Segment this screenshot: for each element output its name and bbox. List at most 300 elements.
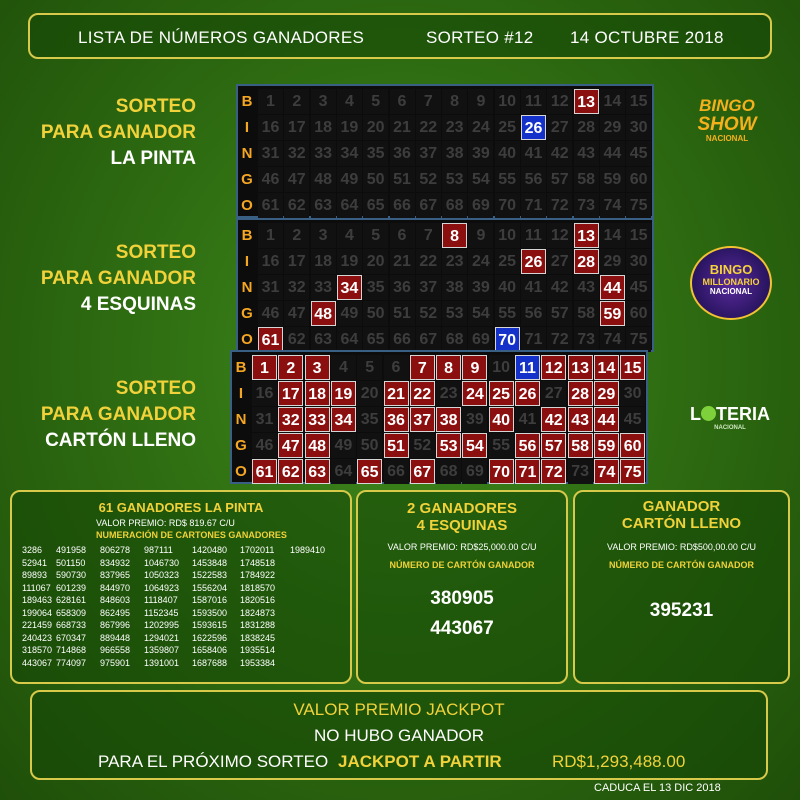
bingo-board-esquinas bbox=[236, 218, 654, 352]
number-cell: 22 bbox=[416, 249, 441, 274]
loteria-logo bbox=[678, 404, 782, 431]
number-cell: 18 bbox=[305, 381, 330, 406]
board-row bbox=[238, 89, 652, 114]
number-cell: 59 bbox=[594, 433, 619, 458]
number-cell: 8 bbox=[442, 89, 467, 114]
board-row bbox=[238, 249, 652, 274]
number-cell: 51 bbox=[390, 167, 415, 192]
winning-card-number: 837965 bbox=[100, 570, 131, 580]
number-cell: 25 bbox=[495, 115, 520, 140]
number-cell: 52 bbox=[416, 167, 441, 192]
number-cell: 3 bbox=[311, 89, 336, 114]
jackpot-next-highlight: JACKPOT A PARTIR bbox=[338, 752, 502, 771]
winning-card-number: 3286 bbox=[22, 545, 43, 555]
number-cell: 29 bbox=[594, 381, 619, 406]
winning-card-number: 1522583 bbox=[192, 570, 228, 580]
pinta-title: 61 GANADORES LA PINTA bbox=[98, 500, 264, 515]
number-cell: 42 bbox=[547, 141, 572, 166]
number-cell: 43 bbox=[574, 275, 599, 300]
lleno-title-1: GANADOR bbox=[642, 498, 721, 515]
number-cell: 16 bbox=[258, 249, 283, 274]
winning-card-number: 975901 bbox=[100, 657, 131, 668]
number-cell: 1 bbox=[252, 355, 277, 380]
number-cell: 37 bbox=[416, 275, 441, 300]
number-cell: 18 bbox=[311, 115, 336, 140]
number-cell: 21 bbox=[390, 249, 415, 274]
number-cell: 69 bbox=[468, 193, 493, 218]
number-cell: 45 bbox=[626, 275, 651, 300]
number-cell: 51 bbox=[390, 301, 415, 326]
number-cell: 27 bbox=[547, 115, 572, 140]
winning-card-number: 1359807 bbox=[144, 645, 180, 655]
winning-card-number: 1838245 bbox=[240, 632, 276, 643]
draw-date: 14 OCTUBRE 2018 bbox=[570, 28, 724, 47]
bingo-letter: O bbox=[241, 197, 253, 214]
number-cell: 70 bbox=[495, 327, 520, 352]
winning-card-number: 714868 bbox=[56, 645, 87, 655]
number-cell: 26 bbox=[521, 115, 546, 140]
number-cell: 49 bbox=[337, 167, 362, 192]
section-line1: SORTEO bbox=[115, 96, 196, 117]
bingo-letter: B bbox=[241, 93, 253, 110]
esquinas-winner-2: 443067 bbox=[430, 618, 494, 639]
winning-card-number: 1152345 bbox=[144, 607, 179, 618]
number-cell: 68 bbox=[442, 193, 467, 218]
number-cell: 67 bbox=[410, 459, 435, 484]
number-cell: 1 bbox=[258, 223, 283, 248]
number-cell: 60 bbox=[626, 167, 651, 192]
number-cell: 6 bbox=[384, 355, 409, 380]
winning-card-number: 1818570 bbox=[240, 582, 276, 593]
number-cell: 59 bbox=[600, 167, 625, 192]
number-cell: 18 bbox=[311, 249, 336, 274]
winning-card-number: 1820516 bbox=[240, 595, 276, 605]
logo-text: BINGO bbox=[699, 96, 755, 115]
number-cell: 2 bbox=[284, 223, 309, 248]
number-cell: 47 bbox=[284, 167, 309, 192]
bingo-letter: B bbox=[241, 227, 253, 244]
section-line1: SORTEO bbox=[115, 242, 196, 263]
number-cell: 9 bbox=[468, 223, 493, 248]
number-cell: 48 bbox=[311, 301, 336, 326]
logo-text: MILLONARIO bbox=[702, 277, 760, 287]
number-cell: 39 bbox=[468, 275, 493, 300]
number-cell: 32 bbox=[284, 275, 309, 300]
number-cell: 71 bbox=[521, 193, 546, 218]
number-cell: 15 bbox=[626, 89, 651, 114]
number-cell: 52 bbox=[416, 301, 441, 326]
number-cell: 24 bbox=[468, 115, 493, 140]
section-line1: SORTEO bbox=[115, 378, 196, 399]
number-cell: 73 bbox=[568, 459, 593, 484]
winning-card-number: 1658406 bbox=[192, 645, 228, 655]
number-cell: 43 bbox=[568, 407, 593, 432]
number-cell: 26 bbox=[515, 381, 540, 406]
number-cell: 27 bbox=[541, 381, 566, 406]
number-cell: 42 bbox=[547, 275, 572, 300]
number-cell: 1 bbox=[258, 89, 283, 114]
lleno-winner: 395231 bbox=[649, 600, 714, 621]
winning-card-number: 1064923 bbox=[144, 582, 180, 593]
logo-text: NACIONAL bbox=[709, 287, 753, 296]
number-cell: 28 bbox=[574, 249, 599, 274]
number-cell: 23 bbox=[442, 115, 467, 140]
number-cell: 45 bbox=[626, 141, 651, 166]
number-cell: 69 bbox=[462, 459, 487, 484]
number-cell: 13 bbox=[568, 355, 593, 380]
number-cell: 14 bbox=[594, 355, 619, 380]
number-cell: 55 bbox=[489, 433, 514, 458]
number-cell: 56 bbox=[521, 301, 546, 326]
number-cell: 31 bbox=[258, 141, 283, 166]
number-cell: 55 bbox=[495, 167, 520, 192]
number-cell: 33 bbox=[311, 141, 336, 166]
number-cell: 64 bbox=[337, 327, 362, 352]
number-cell: 6 bbox=[390, 89, 415, 114]
number-cell: 68 bbox=[442, 327, 467, 352]
number-cell: 47 bbox=[284, 301, 309, 326]
winning-card-number: 1118407 bbox=[144, 595, 178, 605]
number-cell: 16 bbox=[252, 381, 277, 406]
number-cell: 35 bbox=[363, 275, 388, 300]
number-cell: 61 bbox=[258, 193, 283, 218]
bingo-letter: N bbox=[241, 145, 253, 162]
number-cell: 8 bbox=[436, 355, 461, 380]
number-cell: 5 bbox=[363, 223, 388, 248]
winning-card-number: 443067 bbox=[22, 657, 53, 668]
number-cell: 44 bbox=[600, 275, 625, 300]
bingo-letter: I bbox=[238, 385, 244, 402]
number-cell: 34 bbox=[331, 407, 356, 432]
number-cell: 17 bbox=[284, 249, 309, 274]
number-cell: 15 bbox=[626, 223, 651, 248]
number-cell: 19 bbox=[337, 249, 362, 274]
number-cell: 41 bbox=[521, 275, 546, 300]
number-cell: 34 bbox=[337, 141, 362, 166]
winning-card-number: 1453848 bbox=[192, 557, 228, 568]
number-cell: 25 bbox=[495, 249, 520, 274]
number-cell: 34 bbox=[337, 275, 362, 300]
number-cell: 5 bbox=[357, 355, 382, 380]
number-cell: 75 bbox=[626, 193, 651, 218]
number-cell: 44 bbox=[594, 407, 619, 432]
number-cell: 9 bbox=[462, 355, 487, 380]
esquinas-winners-panel bbox=[356, 490, 568, 684]
winning-card-number: 806278 bbox=[100, 545, 131, 555]
number-cell: 72 bbox=[547, 193, 572, 218]
number-cell: 10 bbox=[495, 223, 520, 248]
winning-card-number: 862495 bbox=[100, 607, 131, 618]
esquinas-winner-1: 380905 bbox=[430, 588, 494, 609]
winning-card-number: 1824873 bbox=[240, 607, 276, 618]
number-cell: 33 bbox=[311, 275, 336, 300]
number-cell: 66 bbox=[384, 459, 409, 484]
winning-card-number: 1593615 bbox=[192, 620, 228, 630]
number-cell: 7 bbox=[410, 355, 435, 380]
number-cell: 32 bbox=[284, 141, 309, 166]
winning-card-number: 774097 bbox=[56, 657, 87, 668]
board-row bbox=[238, 167, 652, 192]
bingo-letter: O bbox=[241, 331, 253, 348]
number-cell: 19 bbox=[331, 381, 356, 406]
board-row bbox=[238, 193, 652, 218]
number-cell: 21 bbox=[390, 115, 415, 140]
number-cell: 58 bbox=[574, 167, 599, 192]
lleno-title-2: CARTÓN LLENO bbox=[621, 515, 742, 532]
esquinas-title-1: 2 GANADORES bbox=[406, 500, 518, 517]
section-label-lleno bbox=[6, 376, 196, 454]
winning-card-number: 834932 bbox=[100, 557, 131, 568]
pinta-winners-panel bbox=[10, 490, 352, 684]
number-cell: 50 bbox=[363, 301, 388, 326]
number-cell: 46 bbox=[258, 167, 283, 192]
winning-card-number: 1556204 bbox=[192, 582, 228, 593]
number-cell: 42 bbox=[541, 407, 566, 432]
number-cell: 23 bbox=[436, 381, 461, 406]
number-cell: 52 bbox=[410, 433, 435, 458]
bingo-letter: N bbox=[235, 411, 247, 428]
number-cell: 22 bbox=[416, 115, 441, 140]
number-cell: 30 bbox=[620, 381, 645, 406]
number-cell: 48 bbox=[311, 167, 336, 192]
bingo-letter: G bbox=[241, 305, 253, 322]
winning-card-number: 1831288 bbox=[240, 620, 276, 630]
winning-card-number: 199064 bbox=[22, 607, 53, 618]
number-cell: 4 bbox=[337, 223, 362, 248]
number-cell: 31 bbox=[258, 275, 283, 300]
number-cell: 54 bbox=[468, 167, 493, 192]
logo-text: NACIONAL bbox=[705, 134, 749, 143]
number-cell: 5 bbox=[363, 89, 388, 114]
number-cell: 12 bbox=[547, 89, 572, 114]
number-cell: 28 bbox=[568, 381, 593, 406]
jackpot-status: NO HUBO GANADOR bbox=[313, 726, 485, 745]
logo-text: TERIA bbox=[716, 404, 770, 424]
number-cell: 56 bbox=[515, 433, 540, 458]
number-cell: 71 bbox=[515, 459, 540, 484]
number-cell: 14 bbox=[600, 223, 625, 248]
number-cell: 64 bbox=[331, 459, 356, 484]
number-cell: 73 bbox=[574, 327, 599, 352]
number-cell: 57 bbox=[541, 433, 566, 458]
number-cell: 47 bbox=[278, 433, 303, 458]
logo-text: BINGO bbox=[709, 262, 753, 277]
number-cell: 74 bbox=[600, 193, 625, 218]
number-cell: 40 bbox=[489, 407, 514, 432]
number-cell: 55 bbox=[495, 301, 520, 326]
number-cell: 30 bbox=[626, 115, 651, 140]
section-line2: PARA GANADOR bbox=[40, 404, 196, 425]
number-cell: 16 bbox=[258, 115, 283, 140]
winning-card-number: 1953384 bbox=[240, 657, 276, 668]
draw-number: SORTEO #12 bbox=[426, 28, 534, 47]
number-cell: 7 bbox=[416, 223, 441, 248]
board-row bbox=[232, 459, 646, 484]
number-cell: 11 bbox=[521, 89, 546, 114]
number-cell: 40 bbox=[495, 275, 520, 300]
winning-card-number: 590730 bbox=[56, 570, 87, 580]
header-bar bbox=[28, 13, 772, 59]
number-cell: 19 bbox=[337, 115, 362, 140]
winning-card-number: 1989410 bbox=[290, 545, 326, 555]
number-cell: 68 bbox=[436, 459, 461, 484]
bingo-letter: G bbox=[241, 171, 253, 188]
number-cell: 63 bbox=[311, 193, 336, 218]
number-cell: 72 bbox=[547, 327, 572, 352]
number-cell: 46 bbox=[258, 301, 283, 326]
number-cell: 36 bbox=[390, 275, 415, 300]
winning-card-number: 491958 bbox=[56, 545, 87, 555]
number-cell: 75 bbox=[626, 327, 651, 352]
number-cell: 50 bbox=[363, 167, 388, 192]
number-cell: 32 bbox=[278, 407, 303, 432]
number-cell: 11 bbox=[521, 223, 546, 248]
board-row bbox=[238, 327, 652, 352]
winning-card-number: 987111 bbox=[144, 545, 173, 555]
number-cell: 15 bbox=[620, 355, 645, 380]
bingo-board-pinta bbox=[236, 84, 654, 218]
section-label-pinta bbox=[6, 94, 196, 172]
number-cell: 20 bbox=[357, 381, 382, 406]
number-cell: 23 bbox=[442, 249, 467, 274]
number-cell: 41 bbox=[515, 407, 540, 432]
number-cell: 70 bbox=[495, 193, 520, 218]
winning-card-number: 670347 bbox=[56, 632, 87, 643]
number-cell: 24 bbox=[462, 381, 487, 406]
number-cell: 70 bbox=[489, 459, 514, 484]
lleno-subtitle: NÚMERO DE CARTÓN GANADOR bbox=[609, 560, 754, 570]
number-cell: 60 bbox=[626, 301, 651, 326]
number-cell: 62 bbox=[284, 193, 309, 218]
number-cell: 30 bbox=[626, 249, 651, 274]
number-cell: 48 bbox=[305, 433, 330, 458]
winning-card-number: 1587016 bbox=[192, 595, 228, 605]
winning-card-number: 318570 bbox=[22, 645, 53, 655]
number-cell: 12 bbox=[541, 355, 566, 380]
number-cell: 35 bbox=[363, 141, 388, 166]
winning-card-number: 844970 bbox=[100, 582, 131, 593]
winning-card-number: 52941 bbox=[22, 557, 48, 568]
winning-card-number: 889448 bbox=[100, 632, 131, 643]
number-cell: 61 bbox=[252, 459, 277, 484]
section-line3: 4 ESQUINAS bbox=[80, 294, 196, 315]
number-cell: 53 bbox=[442, 301, 467, 326]
number-cell: 12 bbox=[547, 223, 572, 248]
number-cell: 3 bbox=[311, 223, 336, 248]
number-cell: 49 bbox=[337, 301, 362, 326]
number-cell: 26 bbox=[521, 249, 546, 274]
number-cell: 65 bbox=[363, 193, 388, 218]
board-row bbox=[232, 381, 646, 406]
pinta-prize: VALOR PREMIO: RD$ 819.67 C/U bbox=[96, 518, 235, 528]
number-cell: 59 bbox=[600, 301, 625, 326]
logo-text: NACIONAL bbox=[714, 425, 746, 431]
number-cell: 4 bbox=[331, 355, 356, 380]
board-row bbox=[232, 407, 646, 432]
number-cell: 20 bbox=[363, 249, 388, 274]
bingo-letter: I bbox=[244, 119, 250, 136]
number-cell: 58 bbox=[574, 301, 599, 326]
winning-card-number: 1046730 bbox=[144, 557, 180, 568]
number-cell: 46 bbox=[252, 433, 277, 458]
board-row bbox=[238, 275, 652, 300]
number-cell: 72 bbox=[541, 459, 566, 484]
winning-card-number: 1748518 bbox=[240, 557, 276, 568]
lleno-winners-panel bbox=[573, 490, 790, 684]
winning-card-number: 89893 bbox=[22, 570, 48, 580]
winning-card-number: 628161 bbox=[56, 595, 87, 605]
winning-card-number: 111067 bbox=[22, 582, 51, 593]
number-cell: 8 bbox=[442, 223, 467, 248]
number-cell: 10 bbox=[489, 355, 514, 380]
bingo-letter: B bbox=[235, 359, 247, 376]
section-line2: PARA GANADOR bbox=[40, 122, 196, 143]
bingo-letter: G bbox=[235, 437, 247, 454]
number-cell: 57 bbox=[547, 167, 572, 192]
winning-card-number: 501150 bbox=[56, 557, 86, 568]
winning-card-number: 1784922 bbox=[240, 570, 276, 580]
number-cell: 38 bbox=[436, 407, 461, 432]
winning-card-number: 867996 bbox=[100, 620, 131, 630]
number-cell: 75 bbox=[620, 459, 645, 484]
number-cell: 13 bbox=[574, 89, 599, 114]
winning-card-number: 1202995 bbox=[144, 620, 180, 630]
esquinas-subtitle: NÚMERO DE CARTÓN GANADOR bbox=[389, 560, 535, 570]
number-cell: 69 bbox=[468, 327, 493, 352]
winning-card-number: 1391001 bbox=[144, 657, 180, 668]
number-cell: 36 bbox=[384, 407, 409, 432]
number-cell: 31 bbox=[252, 407, 277, 432]
number-cell: 29 bbox=[600, 115, 625, 140]
number-cell: 67 bbox=[416, 193, 441, 218]
logo-text: L bbox=[690, 404, 701, 424]
number-cell: 63 bbox=[311, 327, 336, 352]
jackpot-next-label: PARA EL PRÓXIMO SORTEO bbox=[98, 752, 329, 771]
number-cell: 27 bbox=[547, 249, 572, 274]
bingo-letter: O bbox=[235, 463, 247, 480]
winning-card-number: 966558 bbox=[100, 645, 131, 655]
number-cell: 54 bbox=[468, 301, 493, 326]
logo-text: SHOW bbox=[697, 114, 757, 135]
expiry-note: CADUCA EL 13 DIC 2018 bbox=[594, 782, 721, 794]
number-cell: 62 bbox=[284, 327, 309, 352]
bingo-show-logo bbox=[688, 96, 766, 143]
winning-card-number: 668733 bbox=[56, 620, 87, 630]
lleno-prize: VALOR PREMIO: RD$500,00.00 C/U bbox=[607, 542, 756, 552]
number-cell: 17 bbox=[284, 115, 309, 140]
number-cell: 9 bbox=[468, 89, 493, 114]
winning-card-number: 1294021 bbox=[144, 632, 180, 643]
loteria-circle-icon bbox=[701, 406, 716, 421]
number-cell: 74 bbox=[600, 327, 625, 352]
number-cell: 45 bbox=[620, 407, 645, 432]
number-cell: 62 bbox=[278, 459, 303, 484]
number-cell: 17 bbox=[278, 381, 303, 406]
winning-card-number: 221459 bbox=[22, 620, 53, 630]
number-cell: 13 bbox=[574, 223, 599, 248]
number-cell: 2 bbox=[284, 89, 309, 114]
number-cell: 43 bbox=[574, 141, 599, 166]
winning-card-number: 1702011 bbox=[240, 545, 275, 555]
number-cell: 58 bbox=[568, 433, 593, 458]
bingo-letter: N bbox=[241, 279, 253, 296]
jackpot-title: VALOR PREMIO JACKPOT bbox=[293, 700, 505, 719]
number-cell: 39 bbox=[468, 141, 493, 166]
bingo-letter: I bbox=[244, 253, 250, 270]
esquinas-title-2: 4 ESQUINAS bbox=[416, 517, 508, 534]
winning-card-number: 601239 bbox=[56, 582, 87, 593]
winning-card-number: 1687688 bbox=[192, 657, 228, 668]
